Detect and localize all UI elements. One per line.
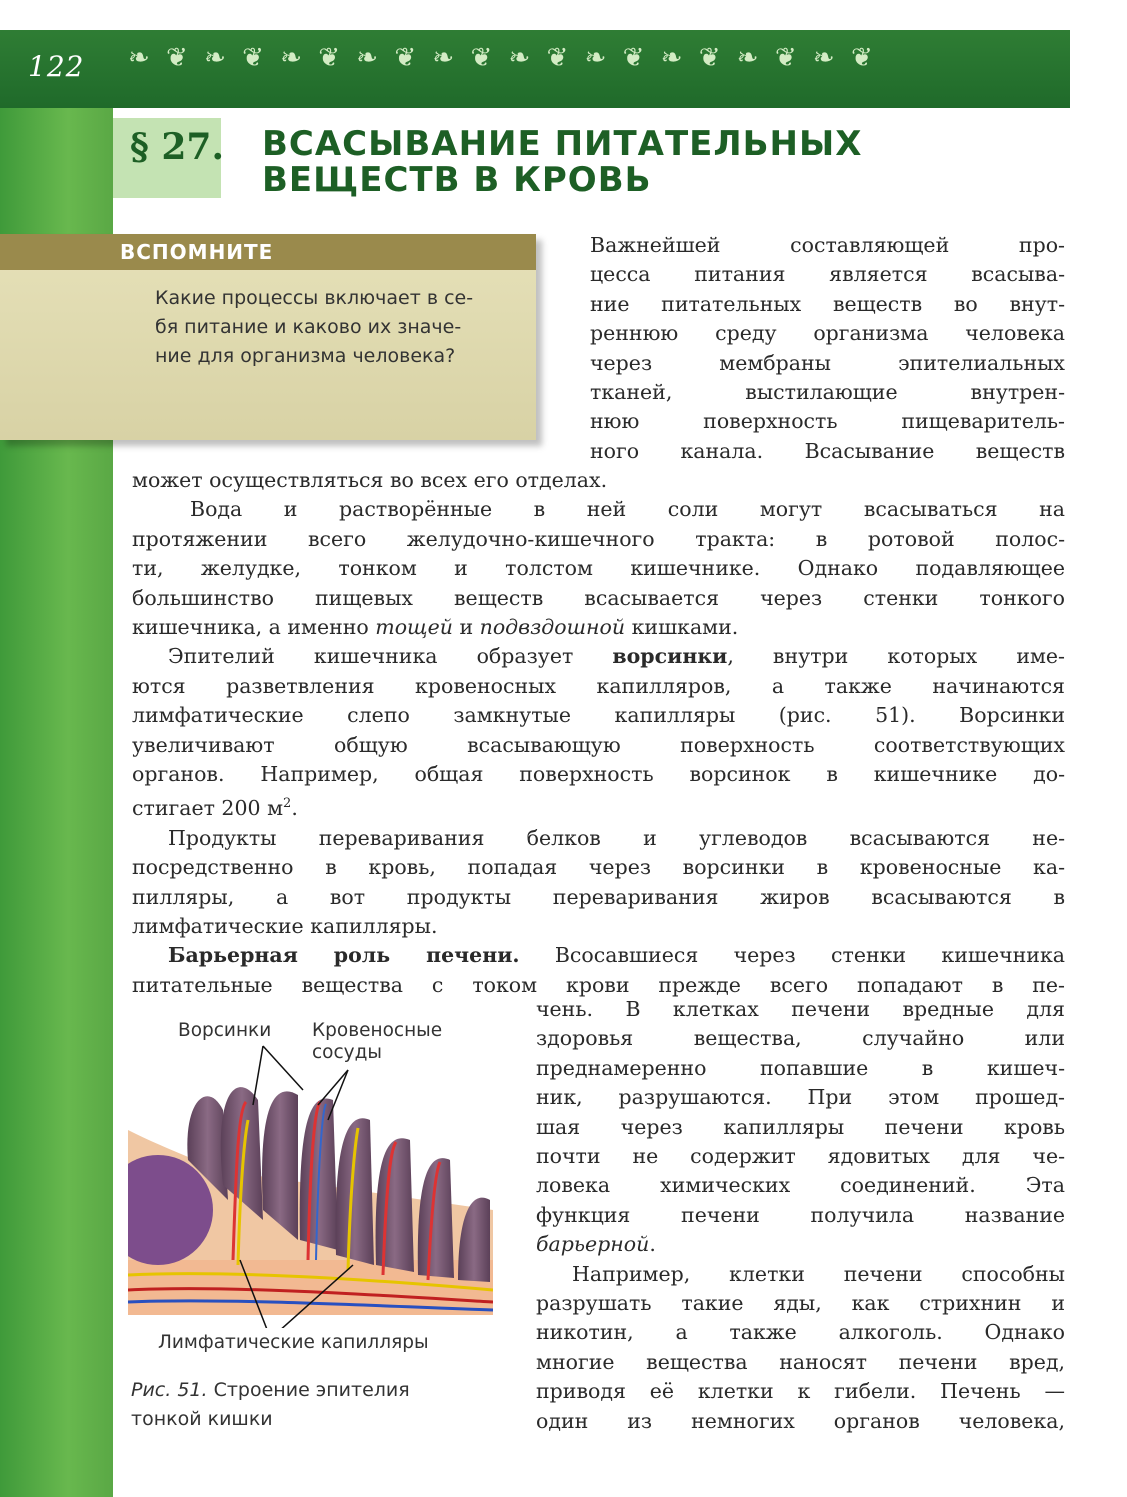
text-line	[132, 941, 1065, 970]
strip-top-white	[0, 0, 113, 30]
text-fragment: , внутри которых име-	[727, 644, 1065, 669]
text-fragment: Эпителий кишечника образует	[168, 644, 613, 669]
term-barrier: барьерной	[536, 1232, 650, 1257]
text-line: лимфатические слепо замкнутые капилляры (рис. 51). Ворсинки	[132, 703, 1065, 728]
text-line: шая через капилляры печени кровь	[536, 1114, 1065, 1139]
text-line: один из немногих органов человека,	[536, 1408, 1065, 1433]
right-column-text	[536, 995, 1065, 1436]
animal-silhouettes-decor: ❧ ❦ ❧ ❦ ❧ ❦ ❧ ❦ ❧ ❦ ❧ ❦ ❧ ❦ ❧ ❦ ❧ ❦ ❧ ❦	[128, 43, 877, 73]
text-line: реннюю среду организма человека	[590, 321, 1065, 346]
text-line: никотин, а также алкоголь. Однако	[536, 1320, 1065, 1345]
term-jejunum: тощей	[375, 615, 453, 640]
text-line: может осуществляться во всех его отделах.	[132, 468, 608, 492]
label-lymph-capillaries: Лимфатические капилляры	[158, 1332, 429, 1353]
text-line: разрушать такие яды, как стрихнин и	[536, 1291, 1065, 1316]
text-line	[132, 613, 1065, 642]
text-line: питательные вещества с током крови прежде всего попадают в пе-	[132, 972, 1065, 997]
text-line: тканей, выстилающие внутрен-	[590, 380, 1065, 405]
text-line: ник, разрушаются. При этом прошед-	[536, 1085, 1065, 1110]
text-line: большинство пищевых веществ всасывается через стенки тонкого	[132, 585, 1065, 610]
term-villi: ворсинки	[612, 644, 728, 669]
text-line: ти, желудке, тонком и толстом кишечнике. Однако подавляющее	[132, 556, 1065, 581]
title-line-2: ВЕЩЕСТВ В КРОВЬ	[262, 160, 652, 200]
page-number: 122	[28, 50, 85, 83]
text-fragment: .	[291, 796, 298, 821]
figure-caption	[131, 1376, 491, 1434]
superscript: 2	[283, 796, 292, 812]
text-line: Важнейшей составляющей про-	[590, 233, 1065, 257]
text-line: нюю поверхность пищеваритель-	[590, 409, 1065, 434]
text-line: многие вещества наносят печени вред,	[536, 1349, 1065, 1374]
label-blood-vessels-1: Кровеносные	[312, 1020, 443, 1041]
text-line: здоровья вещества, случайно или	[536, 1026, 1065, 1051]
text-line: барьерной.	[536, 1232, 656, 1257]
remember-question	[155, 284, 515, 371]
text-line: ются разветвления кровеносных капилляров, а также начинаются	[132, 673, 1065, 698]
text-fragment: и	[452, 615, 480, 640]
text-line: ловека химических соединений. Эта	[536, 1173, 1065, 1198]
text-line: приводя её клетки к гибели. Печень —	[536, 1379, 1065, 1404]
text-line: посредственно в кровь, попадая через ворсинки в кровеносные ка-	[132, 855, 1065, 880]
text-fragment: стигает 200 м	[132, 796, 284, 821]
label-blood-vessels-2: сосуды	[312, 1042, 383, 1063]
text-line	[132, 789, 1065, 823]
remember-line: Какие процессы включает в се-	[155, 287, 474, 309]
text-line: органов. Например, общая поверхность ворсинок в кишечнике до-	[132, 762, 1065, 787]
text-fragment: кишечника, а именно	[132, 615, 376, 640]
text-line: ного канала. Всасывание веществ	[590, 438, 1065, 463]
text-line: почти не содержит ядовитых для че-	[536, 1144, 1065, 1169]
text-line: Например, клетки печени способны	[572, 1261, 1065, 1286]
side-green-strip	[0, 0, 113, 1497]
text-line: преднамеренно попавшие в кишеч-	[536, 1055, 1065, 1080]
section-number: § 27.	[130, 126, 224, 168]
subheading-barrier: Барьерная роль печени.	[168, 943, 520, 968]
text-line: чень. В клетках печени вредные для	[536, 997, 1065, 1021]
text-line: пилляры, а вот продукты переваривания жиров всасываются в	[132, 884, 1065, 909]
text-line: через мембраны эпителиальных	[590, 350, 1065, 375]
intestinal-epithelium-illustration	[128, 1010, 493, 1328]
text-fragment: кишками.	[625, 615, 739, 640]
caption-text: Строение эпителия	[207, 1379, 410, 1401]
section-title	[262, 126, 1022, 198]
main-text	[132, 466, 1065, 1000]
caption-number: Рис. 51.	[131, 1379, 208, 1401]
intro-paragraph	[590, 231, 1065, 466]
text-line: протяжении всего желудочно-кишечного тракта: в ротовой полос-	[132, 526, 1065, 551]
caption-line-1	[131, 1376, 491, 1405]
remember-line: бя питание и каково их значе-	[155, 316, 462, 338]
text-line	[132, 642, 1065, 671]
text-line: Вода и растворённые в ней соли могут всасываться на	[190, 497, 1065, 522]
text-line: увеличивают общую всасывающую поверхность соответствующих	[132, 732, 1065, 757]
text-line: функция печени получила название	[536, 1202, 1065, 1227]
caption-line-2: тонкой кишки	[131, 1408, 273, 1430]
text-line: Продукты переваривания белков и углеводов всасываются не-	[168, 825, 1065, 850]
term-ileum: подвздошной	[479, 615, 626, 640]
text-line: лимфатические капилляры.	[132, 913, 438, 938]
label-villi: Ворсинки	[178, 1020, 272, 1041]
remember-box	[0, 234, 536, 440]
text-fragment: Всосавшиеся через стенки кишечника	[519, 943, 1065, 968]
title-line-1: ВСАСЫВАНИЕ ПИТАТЕЛЬНЫХ	[262, 124, 863, 164]
remember-label: ВСПОМНИТЕ	[120, 240, 274, 264]
remember-line: ние для организма человека?	[155, 345, 456, 367]
text-line: цесса питания является всасыва-	[590, 262, 1065, 287]
text-line: ние питательных веществ во внут-	[590, 291, 1065, 316]
